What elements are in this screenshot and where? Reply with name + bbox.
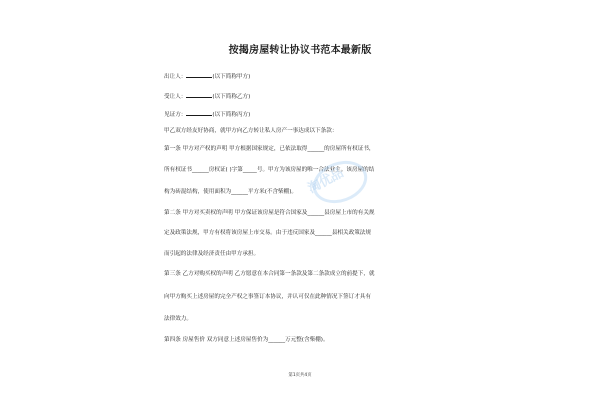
body-line: 第四条 房屋售价 双方同意上述房屋售价为______万元整(含柴棚)。	[164, 337, 329, 343]
watermark-text: 淘优品	[305, 165, 346, 197]
body-line: 定及政策法规，甲方有权将该房屋上市交易。由于违反国家及______县相关政策法规	[164, 230, 371, 236]
party-note: (以下简称丙方)	[212, 112, 251, 118]
body-line: 向甲方购买上述房屋的完全产权之事签订本协议，并认可仅在此种情况下签订才具有	[164, 294, 371, 300]
body-line: 甲乙双方经友好协商，就甲方向乙方转让私人房产一事达成以下条款：	[164, 128, 338, 134]
watermark-ring	[307, 154, 373, 211]
party-line-witness	[164, 110, 250, 119]
party-blank	[186, 92, 212, 98]
party-label: 出让人：	[164, 74, 187, 80]
body-line: 所有权证书______房权证( )字第_____号。甲方为该房屋的唯一合法业主。该房屋的结	[164, 167, 375, 173]
party-label: 见证方：	[164, 112, 187, 118]
party-line-transferee	[164, 92, 250, 101]
party-line-transferor	[164, 72, 250, 81]
body-line: 第二条 甲方对买卖权的声明 甲方保证该房屋是符合国家及______县房屋上市的有关规	[164, 210, 375, 216]
body-line: 第一条 甲方对产权的声明 甲方根据国家规定，已依法取得______的房屋所有权证书，	[164, 146, 375, 152]
body-line: 构为砖混结构，使用面积为______平方米(不含柴棚)。	[164, 189, 298, 195]
body-line: 而引起的法律及经济责任由甲方承担。	[164, 251, 260, 257]
party-label: 受让人：	[164, 94, 187, 100]
body-line: 第三条 乙方对购买权的声明 乙方愿意在本合同第一条款及第二条款成立的前提下，就	[164, 271, 375, 277]
watermark-logo	[306, 158, 372, 202]
party-note: (以下简称甲方)	[212, 74, 251, 80]
party-blank	[186, 110, 212, 116]
body-line: 法律效力。	[164, 316, 192, 322]
party-blank	[186, 72, 212, 78]
document-title: 按揭房屋转让协议书范本最新版	[228, 45, 372, 56]
page-number: 第1页共4页	[288, 373, 312, 378]
party-note: (以下简称乙方)	[212, 94, 251, 100]
